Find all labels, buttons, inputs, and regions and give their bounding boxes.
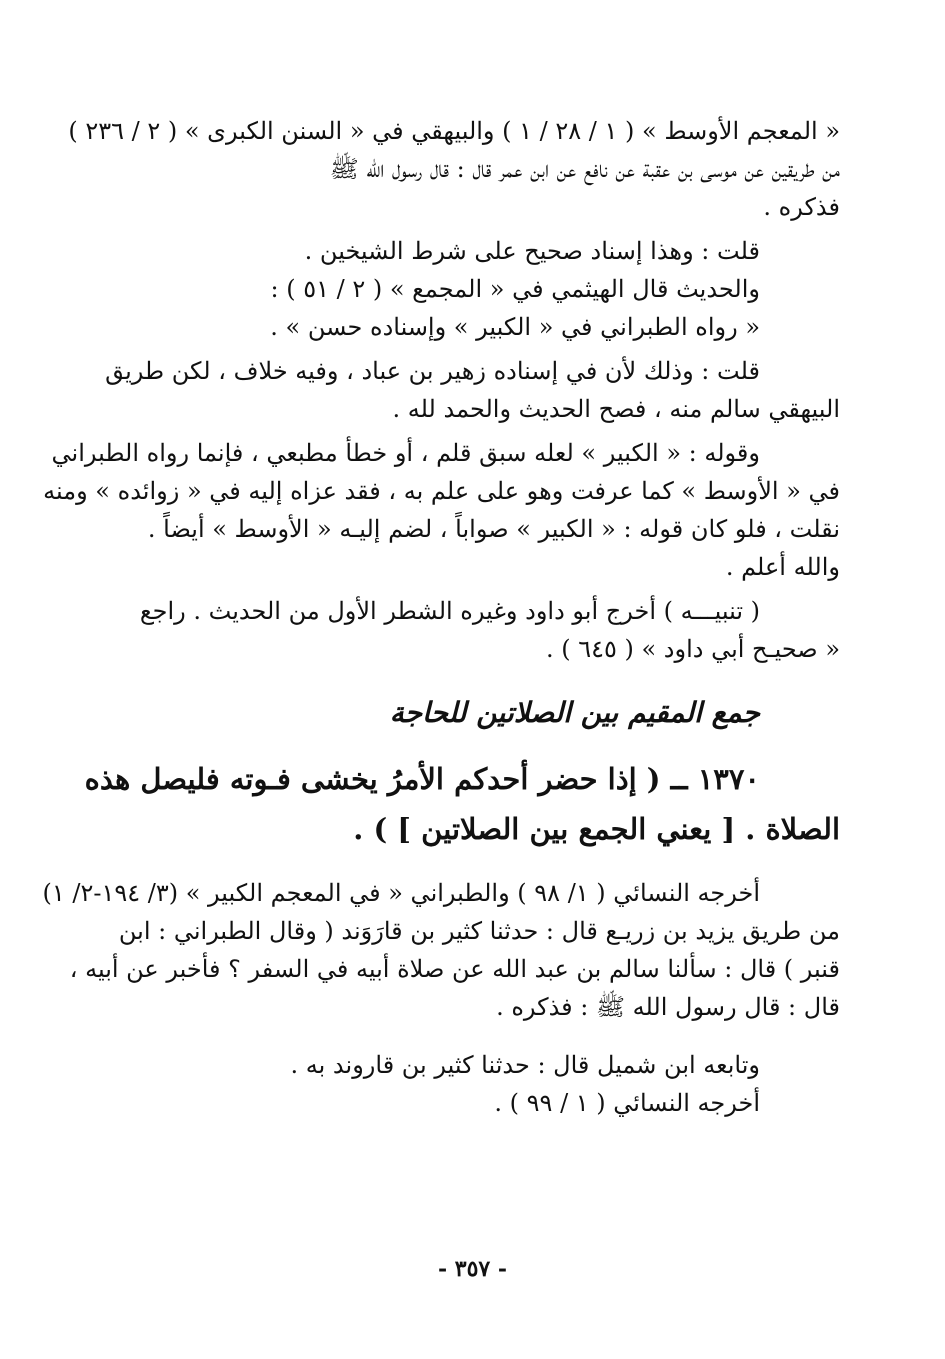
- paragraph-isnad: [120, 232, 840, 346]
- page-number: - ٣٥٧ -: [437, 1256, 508, 1282]
- text-line: ( تنبيـــه ) أخرج أبو داود وغيره الشطر الأول من الحديث . راجع: [139, 597, 760, 625]
- text-line: أخرجه النسائي ( ١ / ٩٩ ) .: [494, 1089, 760, 1117]
- text-line: فذكره .: [763, 193, 840, 221]
- text-line: في « الأوسط » كما عرفت وهو على علم به ، فقد عزاه إليه في « زوائده » ومنه: [43, 477, 840, 505]
- text-line: « رواه الطبراني في « الكبير » وإسناده حسن » .: [270, 313, 760, 341]
- text-line: من طريقين عن موسى بن عقبة عن نافع عن ابن عمر قال : قال رسول الله ﷺ: [329, 155, 840, 183]
- hadith-line: الصلاة . [ يعني الجمع بين الصلاتين ] ) .: [353, 812, 840, 846]
- text-line: قلت : وذلك لأن في إسناده زهير بن عباد ، وفيه خلاف ، لكن طريق: [105, 357, 760, 385]
- text-line: قلت : وهذا إسناد صحيح على شرط الشيخين .: [304, 237, 760, 265]
- text-line: قنبر ) قال : سألنا سالم بن عبد الله عن صلاة أبيه في السفر ؟ فأخبر عن أبيه ،: [69, 955, 840, 983]
- text-line: والله أعلم .: [725, 553, 840, 581]
- section-heading: جمع المقيم بين الصلاتين للحاجة: [389, 696, 760, 729]
- text-line: « صحيـح أبي داود » ( ٦٤٥ ) .: [545, 635, 840, 663]
- text-line: من طريق يزيد بن زريـع قال : حدثنا كثير بن قارَوَند ( وقال الطبراني : ابن: [118, 917, 840, 945]
- paragraph-tanbih: [120, 592, 840, 668]
- text-line: نقلت ، فلو كان قوله : « الكبير » صواباً ، لضم إليـه « الأوسط » أيضاً .: [147, 515, 840, 543]
- hadith-line: ١٣٧٠ ــ ( إذا حضر أحدكم الأمرُ يخشى فـوته فليصل هذه: [84, 762, 760, 796]
- text-line: « المعجم الأوسط » ( ١ / ٢٨ / ١ ) والبيهقي في « السنن الكبرى » ( ٢ / ٢٣٦ ): [68, 117, 840, 145]
- paragraph-comment: [105, 352, 840, 428]
- hadith-text: [84, 754, 840, 854]
- text-line: والحديث قال الهيثمي في « المجمع » ( ٢ / ٥١ ) :: [270, 275, 760, 303]
- page-body: [42, 112, 840, 1128]
- paragraph-note: [43, 434, 840, 586]
- text-line: قال : قال رسول الله ﷺ : فذكره .: [496, 993, 840, 1021]
- text-line: أخرجه النسائي ( ١/ ٩٨ ) والطبراني « في المعجم الكبير » (٣/ ١٩٤-٢/ ١): [42, 879, 760, 907]
- text-line: وقوله : « الكبير » لعله سبق قلم ، أو خطأ مطبعي ، فإنما رواه الطبراني: [51, 439, 760, 467]
- paragraph-mutabaah: [120, 1046, 840, 1122]
- paragraph-takhrij: [42, 874, 840, 1026]
- text-line: وتابعه ابن شميل قال : حدثنا كثير بن قاروند به .: [290, 1051, 760, 1079]
- text-line: البيهقي سالم منه ، فصح الحديث والحمد لله .: [392, 395, 840, 423]
- paragraph-sources: [68, 112, 840, 226]
